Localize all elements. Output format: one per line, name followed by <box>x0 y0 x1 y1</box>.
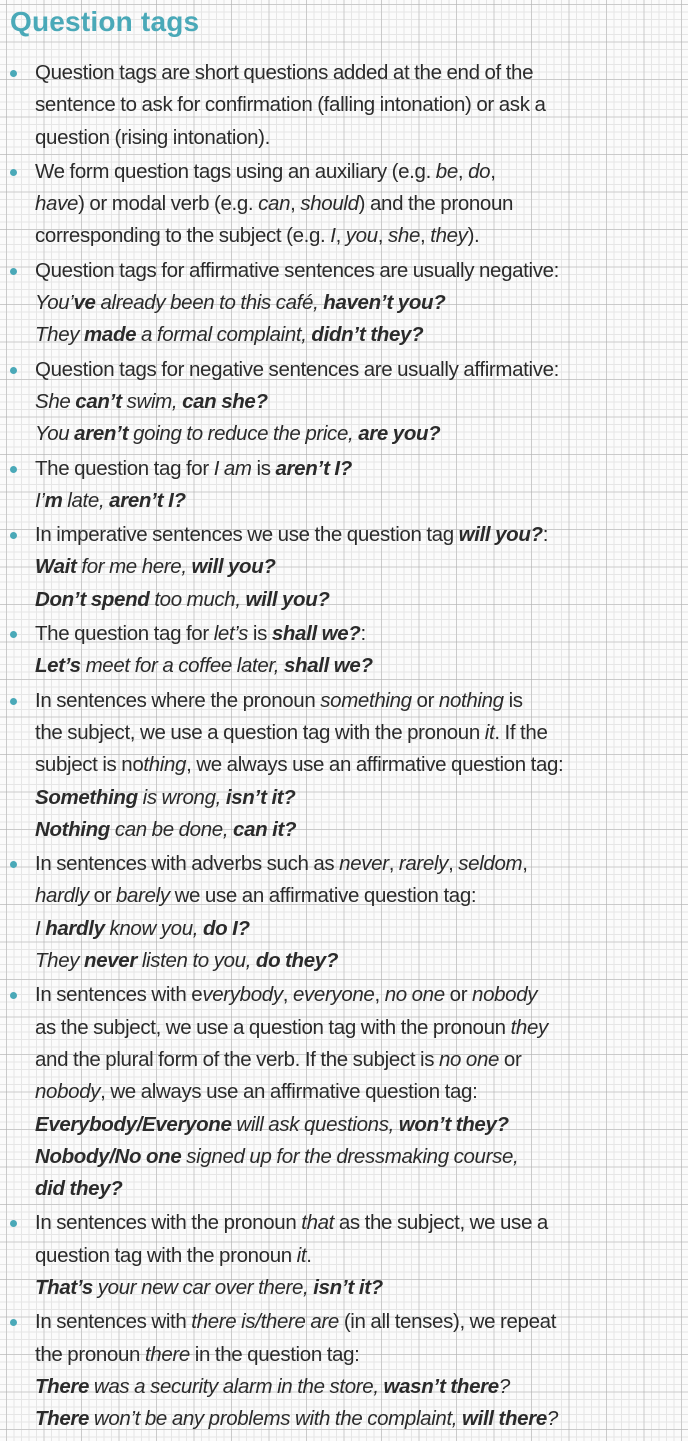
text-run: ? <box>498 1374 510 1398</box>
example-sentence <box>35 319 684 351</box>
example-sentence <box>35 386 684 418</box>
text-run: the pronoun <box>35 1342 145 1366</box>
text-run: is wrong, <box>137 785 226 809</box>
rule-examples <box>35 551 684 616</box>
italic-term: nobody <box>472 983 538 1007</box>
description-line <box>35 89 684 121</box>
description-line <box>35 1339 684 1371</box>
example-sentence <box>35 1141 684 1173</box>
text-run: question tag with the pronoun <box>35 1243 297 1267</box>
text-run: I’ <box>35 488 45 512</box>
rule-description <box>35 618 684 650</box>
rule-item-4 <box>0 354 688 451</box>
example-sentence <box>35 1173 684 1205</box>
text-run: In imperative sentences we use the question tag <box>35 523 459 547</box>
page-title: Question tags <box>10 6 200 37</box>
bullet-dot-icon <box>10 532 17 539</box>
emphasis-text: shall we? <box>284 654 373 678</box>
text-run: , <box>377 224 388 248</box>
italic-term: no one <box>384 983 445 1007</box>
description-line <box>35 122 684 154</box>
italic-term: can <box>258 192 291 216</box>
text-run: : <box>360 622 366 646</box>
rule-examples <box>35 650 684 682</box>
emphasis-text: There <box>35 1374 90 1398</box>
description-line <box>35 717 684 749</box>
emphasis-text: do they? <box>255 949 339 973</box>
emphasis-text: didn’t they? <box>311 323 424 347</box>
italic-term: nothing <box>438 688 504 712</box>
text-run: will ask questions, <box>231 1112 399 1136</box>
text-run: In sentences with the pronoun <box>35 1211 302 1235</box>
text-run: : <box>542 523 549 547</box>
text-run: . <box>306 1243 312 1267</box>
bullet-dot-icon <box>10 367 17 374</box>
emphasis-text: isn’t it? <box>225 785 296 809</box>
text-run: In sentences with e <box>35 983 203 1007</box>
rule-description <box>35 1207 684 1272</box>
text-run: Question tags are short questions added at the end of the <box>35 61 534 84</box>
emphasis-text: can she? <box>182 389 268 413</box>
text-run: as the subject, we use a question tag with the pronoun <box>35 1015 511 1039</box>
rule-examples <box>35 913 684 978</box>
description-line <box>35 156 684 188</box>
text-run: swim, <box>121 389 183 413</box>
text-run: I <box>35 916 46 940</box>
example-sentence <box>35 287 684 319</box>
italic-term: have <box>35 192 79 216</box>
bullet-dot-icon <box>10 169 17 176</box>
italic-term: it <box>296 1243 307 1267</box>
text-run: late, <box>62 488 110 512</box>
text-run: You <box>35 422 75 446</box>
rule-item-12 <box>0 1306 688 1435</box>
example-sentence <box>35 1109 684 1141</box>
rule-description <box>35 1306 684 1371</box>
emphasis-text: wasn’t there <box>383 1374 499 1398</box>
example-sentence <box>35 485 684 517</box>
description-line <box>35 188 684 220</box>
emphasis-text: never <box>84 949 137 973</box>
italic-term: everyone <box>292 983 375 1007</box>
description-line <box>35 1012 684 1044</box>
rule-item-10 <box>0 979 688 1205</box>
rule-description <box>35 685 684 782</box>
italic-term: no one <box>438 1047 500 1071</box>
italic-term: never <box>339 852 389 876</box>
bullet-dot-icon <box>10 466 17 473</box>
italic-term: be <box>435 159 458 183</box>
rule-examples <box>35 386 684 451</box>
rule-item-3 <box>0 255 688 352</box>
emphasis-text: Don’t spend <box>35 587 150 611</box>
text-run: corresponding to the subject (e.g. <box>35 224 331 248</box>
bullet-dot-icon <box>10 861 17 868</box>
bullet-dot-icon <box>10 70 17 77</box>
emphasis-text: There <box>35 1407 90 1431</box>
text-run: , <box>374 983 385 1007</box>
emphasis-text: Wait <box>35 555 77 579</box>
text-run: know you, <box>104 916 203 940</box>
text-run: is <box>251 456 276 480</box>
italic-term: they <box>510 1015 548 1039</box>
emphasis-text: That’s <box>35 1275 93 1299</box>
emphasis-text: can it? <box>233 817 297 841</box>
description-line <box>35 255 684 287</box>
italic-term: there <box>144 1342 190 1366</box>
emphasis-text: can’t <box>75 389 122 413</box>
italic-term: verybody <box>202 983 283 1007</box>
text-run: , we always use an affirmative question tag: <box>100 1080 478 1104</box>
text-run: , <box>290 192 301 216</box>
text-run: won’t be any problems with the complaint, <box>89 1407 463 1431</box>
rules-list <box>0 57 688 1437</box>
rule-description <box>35 979 684 1108</box>
rule-examples <box>35 1371 684 1436</box>
text-run: The question tag for <box>35 622 214 646</box>
rule-item-1 <box>0 57 688 154</box>
text-run: was a security alarm in the store, <box>89 1374 384 1398</box>
text-run: or <box>499 1047 522 1071</box>
text-run: In sentences with <box>35 1310 192 1334</box>
example-sentence <box>35 650 684 682</box>
text-run: , <box>490 159 496 183</box>
italic-term: rarely <box>398 852 449 876</box>
bullet-dot-icon <box>10 631 17 638</box>
example-sentence <box>35 1371 684 1403</box>
emphasis-text: isn’t it? <box>313 1275 383 1299</box>
rule-item-7 <box>0 618 688 683</box>
text-run: The question tag for <box>35 456 214 480</box>
text-run: They <box>35 323 85 347</box>
italic-term: I <box>330 224 336 248</box>
emphasis-text: will you? <box>191 555 276 579</box>
rule-item-11 <box>0 1207 688 1304</box>
rule-description <box>35 156 684 253</box>
description-line <box>35 220 684 252</box>
italic-term: seldom <box>458 852 523 876</box>
rule-examples <box>35 287 684 352</box>
emphasis-text: hardly <box>45 916 105 940</box>
text-run: ). <box>467 224 480 248</box>
text-run: signed up for the dressmaking course, <box>181 1144 519 1168</box>
text-run: . If the <box>494 720 548 744</box>
emphasis-text: Something <box>35 785 138 809</box>
text-run: is <box>248 622 272 646</box>
emphasis-text: do I? <box>202 916 250 940</box>
rule-examples <box>35 1109 684 1206</box>
italic-term: something <box>320 688 412 712</box>
text-run: a formal complaint, <box>136 323 312 347</box>
emphasis-text: Nobody/No one <box>35 1144 182 1168</box>
emphasis-text: m <box>44 488 63 512</box>
italic-term: they <box>430 224 468 248</box>
text-run: as the subject, we use a <box>334 1211 548 1235</box>
text-run: ? <box>546 1407 558 1431</box>
emphasis-text: Let’s <box>35 654 81 678</box>
example-sentence <box>35 418 684 450</box>
text-run: Question tags for affirmative sentences are usually negative: <box>35 258 560 282</box>
emphasis-text: aren’t <box>74 422 129 446</box>
text-run: subject is no <box>35 753 144 777</box>
text-run: or <box>411 688 439 712</box>
emphasis-text: ve <box>73 291 96 315</box>
description-line <box>35 618 684 650</box>
rule-item-8 <box>0 685 688 846</box>
text-run: too much, <box>149 587 246 611</box>
italic-term: hardly <box>35 884 89 908</box>
text-run: your new car over there, <box>92 1275 314 1299</box>
rule-description <box>35 354 684 386</box>
description-line <box>35 1076 684 1108</box>
text-run: or <box>88 884 116 908</box>
example-sentence <box>35 1272 684 1304</box>
text-run: , <box>388 852 399 876</box>
text-run: , <box>282 983 293 1007</box>
rule-item-9 <box>0 848 688 977</box>
rule-description <box>35 255 684 287</box>
text-run: She <box>35 389 76 413</box>
description-line <box>35 880 684 912</box>
text-run: in the question tag: <box>189 1342 360 1366</box>
text-run: , <box>522 852 528 876</box>
emphasis-text: Everybody/Everyone <box>35 1112 232 1136</box>
emphasis-text: Nothing <box>35 817 110 841</box>
emphasis-text: made <box>84 323 137 347</box>
italic-term: that <box>301 1211 335 1235</box>
text-run: or <box>444 983 473 1007</box>
emphasis-text: are you? <box>358 422 441 446</box>
italic-term: I am <box>213 456 252 480</box>
italic-term: nobody <box>35 1080 101 1104</box>
bullet-dot-icon <box>10 698 17 705</box>
description-line <box>35 1207 684 1239</box>
example-sentence <box>35 913 684 945</box>
example-sentence <box>35 814 684 846</box>
description-line <box>35 354 684 386</box>
description-line <box>35 685 684 717</box>
rule-description <box>35 57 684 154</box>
description-line <box>35 848 684 880</box>
italic-term: you <box>345 224 378 248</box>
text-run: , <box>335 224 346 248</box>
example-sentence <box>35 1403 684 1435</box>
italic-term: she <box>388 224 421 248</box>
text-run: we use an affirmative question tag: <box>169 884 477 908</box>
bullet-dot-icon <box>10 1220 17 1227</box>
emphasis-text: aren’t I? <box>109 488 186 512</box>
description-line <box>35 453 684 485</box>
italic-term: there is/there are <box>191 1310 339 1334</box>
text-run: ) or modal verb (e.g. <box>78 192 259 216</box>
rule-examples <box>35 782 684 847</box>
text-run: already been to this café, <box>95 291 324 315</box>
bullet-dot-icon <box>10 1319 17 1326</box>
rule-examples <box>35 1272 684 1304</box>
rule-description <box>35 519 684 551</box>
example-sentence <box>35 584 684 616</box>
bullet-dot-icon <box>10 268 17 275</box>
text-run: for me here, <box>76 555 192 579</box>
text-run: In sentences where the pronoun <box>35 688 321 712</box>
emphasis-text: haven’t you? <box>323 291 446 315</box>
italic-term: thing <box>143 753 187 777</box>
example-sentence <box>35 945 684 977</box>
text-run: , <box>420 224 431 248</box>
emphasis-text: shall we? <box>271 622 361 646</box>
text-run: sentence to ask for confirmation (falling intonation) or ask a <box>35 93 546 117</box>
description-line <box>35 1240 684 1272</box>
text-run: We form question tags using an auxiliary (e.g. <box>35 159 436 183</box>
italic-term: do <box>468 159 491 183</box>
example-sentence <box>35 782 684 814</box>
rule-description <box>35 453 684 485</box>
text-run: the subject, we use a question tag with the pronoun <box>35 720 485 744</box>
italic-term: barely <box>115 884 170 908</box>
italic-term: should <box>300 192 359 216</box>
emphasis-text: won’t they? <box>398 1112 509 1136</box>
text-run: (in all tenses), we repeat <box>338 1310 557 1334</box>
text-run: , <box>457 159 469 183</box>
description-line <box>35 57 684 89</box>
emphasis-text: will you? <box>245 587 330 611</box>
text-run: question (rising intonation). <box>35 125 270 149</box>
rule-item-5 <box>0 453 688 518</box>
italic-term: let’s <box>213 622 249 646</box>
text-run: In sentences with adverbs such as <box>35 852 340 876</box>
description-line <box>35 979 684 1011</box>
example-sentence <box>35 551 684 583</box>
text-run: listen to you, <box>137 949 256 973</box>
text-run: , we always use an affirmative question tag: <box>186 753 564 777</box>
emphasis-text: will there <box>462 1407 547 1431</box>
text-run: going to reduce the price, <box>128 422 359 446</box>
text-run: meet for a coffee later, <box>80 654 284 678</box>
text-run: You’ <box>35 291 74 315</box>
text-run: is <box>503 688 523 712</box>
emphasis-text: did they? <box>35 1177 123 1201</box>
text-run: They <box>35 949 85 973</box>
italic-term: it <box>484 720 495 744</box>
description-line <box>35 519 684 551</box>
emphasis-text: will you? <box>458 523 543 547</box>
bullet-dot-icon <box>10 992 17 999</box>
text-run: can be done, <box>109 817 234 841</box>
description-line <box>35 1306 684 1338</box>
rule-item-2 <box>0 156 688 253</box>
description-line <box>35 749 684 781</box>
emphasis-text: aren’t I? <box>275 456 352 480</box>
text-run: and the plural form of the verb. If the subject is <box>35 1047 439 1071</box>
rule-item-6 <box>0 519 688 616</box>
text-run: ) and the pronoun <box>358 192 514 216</box>
text-run: , <box>448 852 459 876</box>
rule-description <box>35 848 684 913</box>
rule-examples <box>35 485 684 517</box>
description-line <box>35 1044 684 1076</box>
text-run: Question tags for negative sentences are usually affirmative: <box>35 357 560 381</box>
